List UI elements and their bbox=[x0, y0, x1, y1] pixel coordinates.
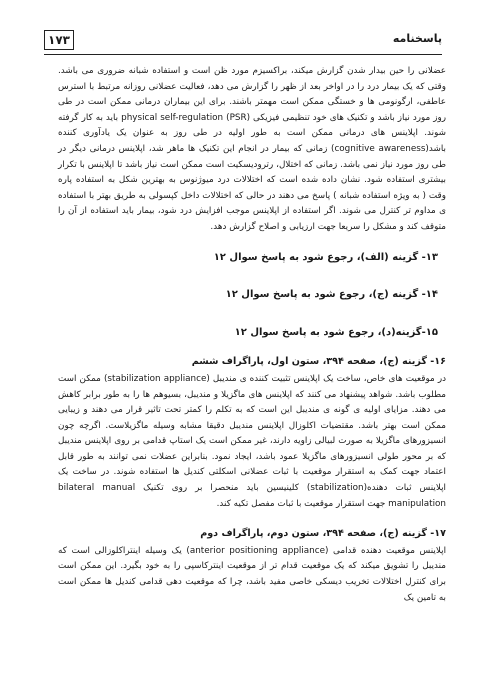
intro-paragraph: عضلانی را حین بیدار شدن گزارش میکند، براکسیزم مورد ظن است و استفاده شبانه ضروری می باشد. وقتی که یک بیمار درد را در اواخر بعد از ظهر را گزارش می دهد، فعالیت عضلانی روزانه مرتبط با استرس عاطفی، ارگونومی ها و خستگی ممکن است مهمتر باشند. برای این بیماران درمانی ممکن است در طی روز مورد نیاز باشد و تکنیک های خود تنظیمی فیزیکی (physical self-regulation (PSR باید به کار گرفته شوند. اپلاینس های درمانی ممکن است به طور اولیه در طی روز به عنوان یک یادآوری کننده باشد(cognitive awareness) زمانی که بیمار در انجام این تکنیک ها ماهر شد، اپلاینس درمانی دیگر در طی روز مورد نیاز نمی باشد. زمانی که اختلال، رترودیسکیت است ممکن است نیاز باشد تا اپلاینس با تکرار بیشتری استفاده شود. نشان داده شده است که اختلالات درد میوژنوس به بهترین شکل به استفاده پاره وقت ( به ویژه استفاده شبانه ) پاسخ می دهند در حالی که اختلالات داخل کپسولی به طریق بهتر با استفاده ی مداوم تر کنترل می شوند. اگر استفاده از اپلاینس موجب افزایش درد شود، بیمار باید استفاده از آن را متوقف کند و مشکل را سریعا جهت ارزیابی و اصلاح گزارش دهد. bbox=[58, 66, 447, 232]
running-title: پاسخنامه bbox=[392, 32, 442, 45]
question-17-heading: ۱۷- گزینه (ج)، صفحه ۳۹۴، ستون دوم، پاراگراف دوم bbox=[200, 528, 446, 540]
question-17-paragraph: اپلاینس موقعیت دهنده قدامی (anterior positioning appliance) یک وسیله اینتراکلوزالی است که مندیبل را تشویق میکند که یک موقعیت قدام تر از موقعیت اینترکاسپی را به خود بگیرد. این ممکن است برای کنترل اختلالات تخریب دیسکی خاصی مفید باشد، چرا که موقعیت دهی قدامی کندیل ها ممکن است به تامین یک bbox=[58, 545, 447, 603]
answer-13: ۱۳- گزینه (الف)، رجوع شود به پاسخ سوال ۱۲ bbox=[213, 251, 438, 263]
question-16-heading: ۱۶- گزینه (ج)، صفحه ۳۹۴، ستون اول، پاراگراف ششم bbox=[191, 356, 446, 368]
page-content bbox=[58, 64, 446, 682]
page-number: ۱۷۳ bbox=[44, 30, 74, 50]
answer-15: ۱۵-گزینه(د)، رجوع شود به پاسخ سوال ۱۲ bbox=[234, 326, 438, 338]
answer-14: ۱۴- گزینه (ج)، رجوع شود به پاسخ سوال ۱۲ bbox=[225, 289, 438, 301]
question-16-paragraph: در موقعیت های خاص، ساخت یک اپلاینس تثبیت کننده ی مندیبل (stabilization appliance) ممکن است مطلوب باشد. شواهد پیشنهاد می کنند که اپلاینس های ماگزیلا و مندیبل، بسیوهم ها را به طور برابر کاهش می دهند. مزایای اولیه ی گونه ی مندیبل این است که به تکلم را کمتر تحت تاثیر قرار می دهند و زیبایی ممکن است بهتر باشد. مقتضیات اکلوزال اپلاینس مندیبل دقیقا مشابه وسیله ماگزیلاست. اگرچه چون انسیزورهای ماگزیلا به صورت لبیالی زاویه دارند، غیر ممکن است یک استاپ قدامی بر روی اپلاینس مندیبل که بر محور طولی انسیزورهای ماگزیلا عمود باشد، ایجاد نمود. بنابراین عضلات نمی توانند به طور قابل اعتماد جهت کمک به استقرار موقعیت با ثبات عضلانی اسکلتی کندیل ها استفاده شوند. در ساخت یک اپلاینس ثبات دهنده(stabilization) کلینیسین باید منحصرا بر روی تکنیک bilateral manual manipulation جهت استقرار موقعیت با ثبات مفصل تکیه کند. bbox=[58, 373, 447, 509]
page-header bbox=[44, 30, 442, 55]
